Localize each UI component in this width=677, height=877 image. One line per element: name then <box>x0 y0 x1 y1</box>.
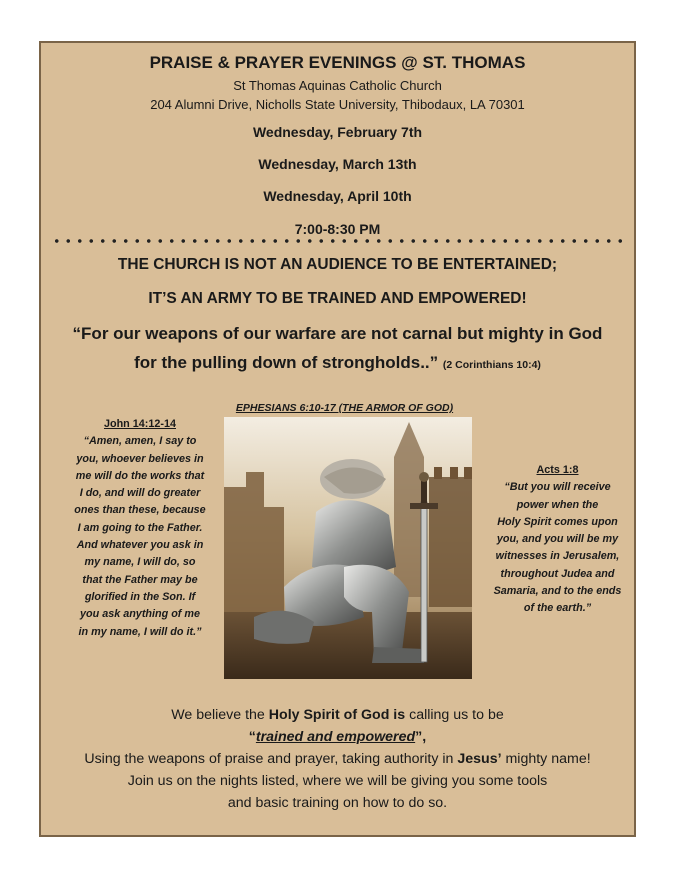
closing-text: Using the weapons of praise and prayer, taking authority in <box>84 751 458 767</box>
left-verse-line: me will do the works that <box>75 469 205 482</box>
image-caption: EPHESIANS 6:10-17 (THE ARMOR OF GOD) <box>235 402 454 414</box>
left-verse-line: ones than these, because <box>74 504 206 517</box>
left-verse-line: I am going to the Father. <box>77 521 203 534</box>
right-verse-line: Holy Spirit comes upon <box>497 515 618 528</box>
left-verse-line: you, whoever believes in <box>76 452 204 465</box>
right-verse-line: Samaria, and to the ends <box>493 585 622 598</box>
closing-quote-mark: “ <box>248 729 256 745</box>
slogan-line-2: IT’S AN ARMY TO BE TRAINED AND EMPOWERED! <box>148 290 527 307</box>
flyer-title: PRAISE & PRAYER EVENINGS @ ST. THOMAS <box>149 53 526 72</box>
right-verse <box>484 462 631 618</box>
date-1: Wednesday, February 7th <box>252 124 423 140</box>
left-verse-line: glorified in the Son. If <box>84 590 196 603</box>
closing-line-2 <box>41 726 634 748</box>
closing-quote-mark: ”, <box>415 729 427 745</box>
right-verse-line: throughout Judea and <box>500 567 615 580</box>
closing-text: We believe the <box>171 707 269 723</box>
closing-bold: Holy Spirit of God is <box>268 707 406 723</box>
closing-line-4: Join us on the nights listed, where we will be giving you some tools <box>127 773 548 789</box>
kneeling-knight-image <box>224 417 472 679</box>
quote-text: for the pulling down of strongholds..” <box>134 353 439 372</box>
closing-line-5: and basic training on how to do so. <box>227 795 448 811</box>
closing-paragraph <box>41 704 634 814</box>
right-verse-line: of the earth.” <box>523 602 592 615</box>
date-2: Wednesday, March 13th <box>258 156 417 172</box>
right-verse-line: witnesses in Jerusalem, <box>495 550 620 563</box>
closing-text: mighty name! <box>501 751 591 767</box>
right-verse-line: power when the <box>516 498 599 511</box>
left-verse-line: that the Father may be <box>82 573 198 586</box>
slogan-line-1: THE CHURCH IS NOT AN AUDIENCE TO BE ENTERTAINED; <box>117 256 558 273</box>
closing-line-1 <box>41 704 634 726</box>
left-verse-line: “Amen, amen, I say to <box>83 435 197 448</box>
right-verse-line: “But you will receive <box>504 481 611 494</box>
left-verse-line: I do, and will do greater <box>79 487 201 500</box>
date-3: Wednesday, April 10th <box>263 188 412 204</box>
dotted-divider <box>51 238 628 244</box>
quote-line-2 <box>41 353 634 373</box>
left-verse-line: And whatever you ask in <box>76 539 204 552</box>
closing-text: calling us to be <box>405 707 504 723</box>
church-name: St Thomas Aquinas Catholic Church <box>233 78 442 93</box>
closing-line-3 <box>41 748 634 770</box>
left-verse <box>65 416 215 641</box>
church-address: 204 Alumni Drive, Nicholls State University, Thibodaux, LA 70301 <box>150 97 525 112</box>
left-verse-line: you ask anything of me <box>80 608 200 621</box>
right-verse-reference: Acts 1:8 <box>536 464 579 476</box>
closing-bold: Jesus’ <box>457 751 502 767</box>
left-verse-reference: John 14:12-14 <box>103 418 176 430</box>
event-time: 7:00-8:30 PM <box>294 221 381 237</box>
left-verse-line: my name, I will do, so <box>84 556 196 569</box>
left-verse-line: in my name, I will do it.” <box>78 625 202 638</box>
quote-reference: (2 Corinthians 10:4) <box>442 359 541 371</box>
right-verse-line: you, and you will be my <box>496 533 619 546</box>
flyer <box>39 41 636 837</box>
quote-line-1: “For our weapons of our warfare are not carnal but mighty in God <box>72 324 603 343</box>
closing-emphasis: trained and empowered <box>255 729 416 745</box>
